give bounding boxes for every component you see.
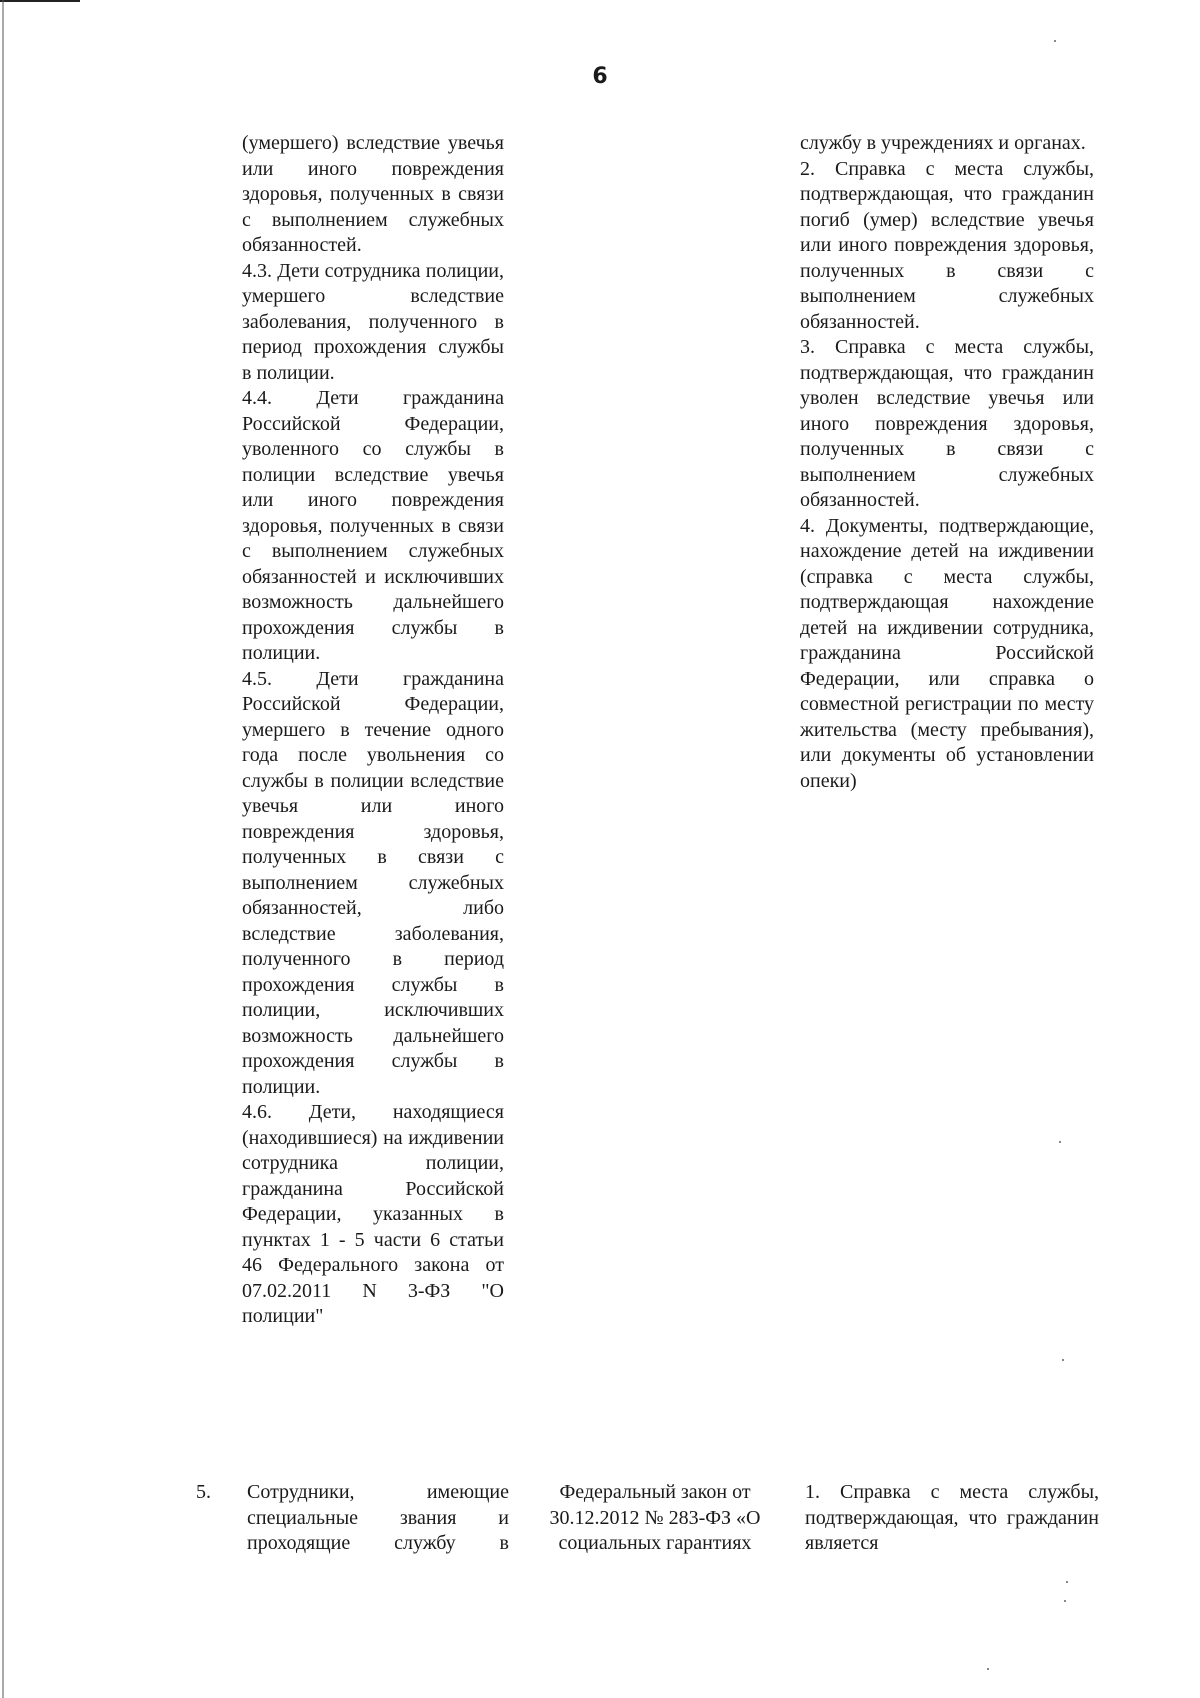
row-5-number: 5.	[196, 1481, 211, 1503]
row-5-document-text: 1. Справка с места службы, подтверждающая, что гражданин является	[805, 1481, 1099, 1554]
document-paragraph: 2. Справка с места службы, подтверждающая, что гражданин погиб (умер) вследствие увечья или иного повреждения здоровья, полученных в связи с выполнением служебных обязанностей.	[800, 157, 1094, 333]
row-5-category-text: Сотрудники, имеющие специальные звания и проходящие службу в	[247, 1481, 509, 1554]
category-paragraph: 4.3. Дети сотрудника полиции, умершего вследствие заболевания, полученного в период прохождения службы в полиции.	[242, 259, 504, 384]
row-5-document	[805, 1480, 1099, 1557]
scan-speck	[1054, 40, 1056, 42]
category-paragraph: 4.6. Дети, находящиеся (находившиеся) на иждивении сотрудника полиции, гражданина Российской Федерации, указанных в пунктах 1 - 5 части 6 статьи 46 Федерального закона от 07.02.2011 N 3-ФЗ "О полиции"	[242, 1101, 504, 1327]
document-paragraph: 3. Справка с места службы, подтверждающая, что гражданин уволен вследствие увечья или иного повреждения здоровья, полученных в связи с выполнением служебных обязанностей.	[800, 336, 1094, 511]
row-5-law	[530, 1480, 780, 1557]
scan-speck	[1066, 1581, 1068, 1583]
scan-speck	[1059, 1141, 1061, 1143]
category-paragraph: 4.4. Дети гражданина Российской Федерации, уволенного со службы в полиции вследствие увечья или иного повреждения здоровья, полученных в связи с выполнением служебных обязанностей и исключивших возможность дальнейшего прохождения службы в полиции.	[242, 387, 504, 664]
scan-edge-left	[2, 0, 4, 1698]
scan-speck	[1064, 1600, 1066, 1602]
document-paragraph: 4. Документы, подтверждающие, нахождение детей на иждивении (справка с места службы, подтверждающая нахождение детей на иждивении сотрудника, гражданина Российской Федерации, или справка о совместной регистрации по месту жительства (месту пребывания), или документы об установлении опеки)	[800, 514, 1094, 792]
scan-speck	[987, 1668, 989, 1670]
category-paragraph: 4.5. Дети гражданина Российской Федерации, умершего в течение одного года после увольнения со службы в полиции вследствие увечья или иного повреждения здоровья, полученных в связи с выполнением служебных обязанностей, либо вследствие заболевания, полученного в период прохождения службы в полиции, исключивших возможность дальнейшего прохождения службы в полиции.	[242, 667, 504, 1098]
category-paragraph: (умершего) вследствие увечья или иного повреждения здоровья, полученных в связи с выполнением служебных обязанностей.	[242, 132, 504, 256]
page-number: 6	[592, 64, 608, 89]
row-5-category	[247, 1480, 509, 1557]
category-column	[242, 131, 504, 1330]
scan-edge-top	[0, 0, 80, 2]
document-paragraph: службу в учреждениях и органах.	[800, 132, 1086, 154]
documents-column	[800, 131, 1094, 794]
row-5-law-text: Федеральный закон от 30.12.2012 № 283-ФЗ «О социальных гарантиях	[549, 1481, 761, 1554]
scan-speck	[1062, 1359, 1064, 1361]
